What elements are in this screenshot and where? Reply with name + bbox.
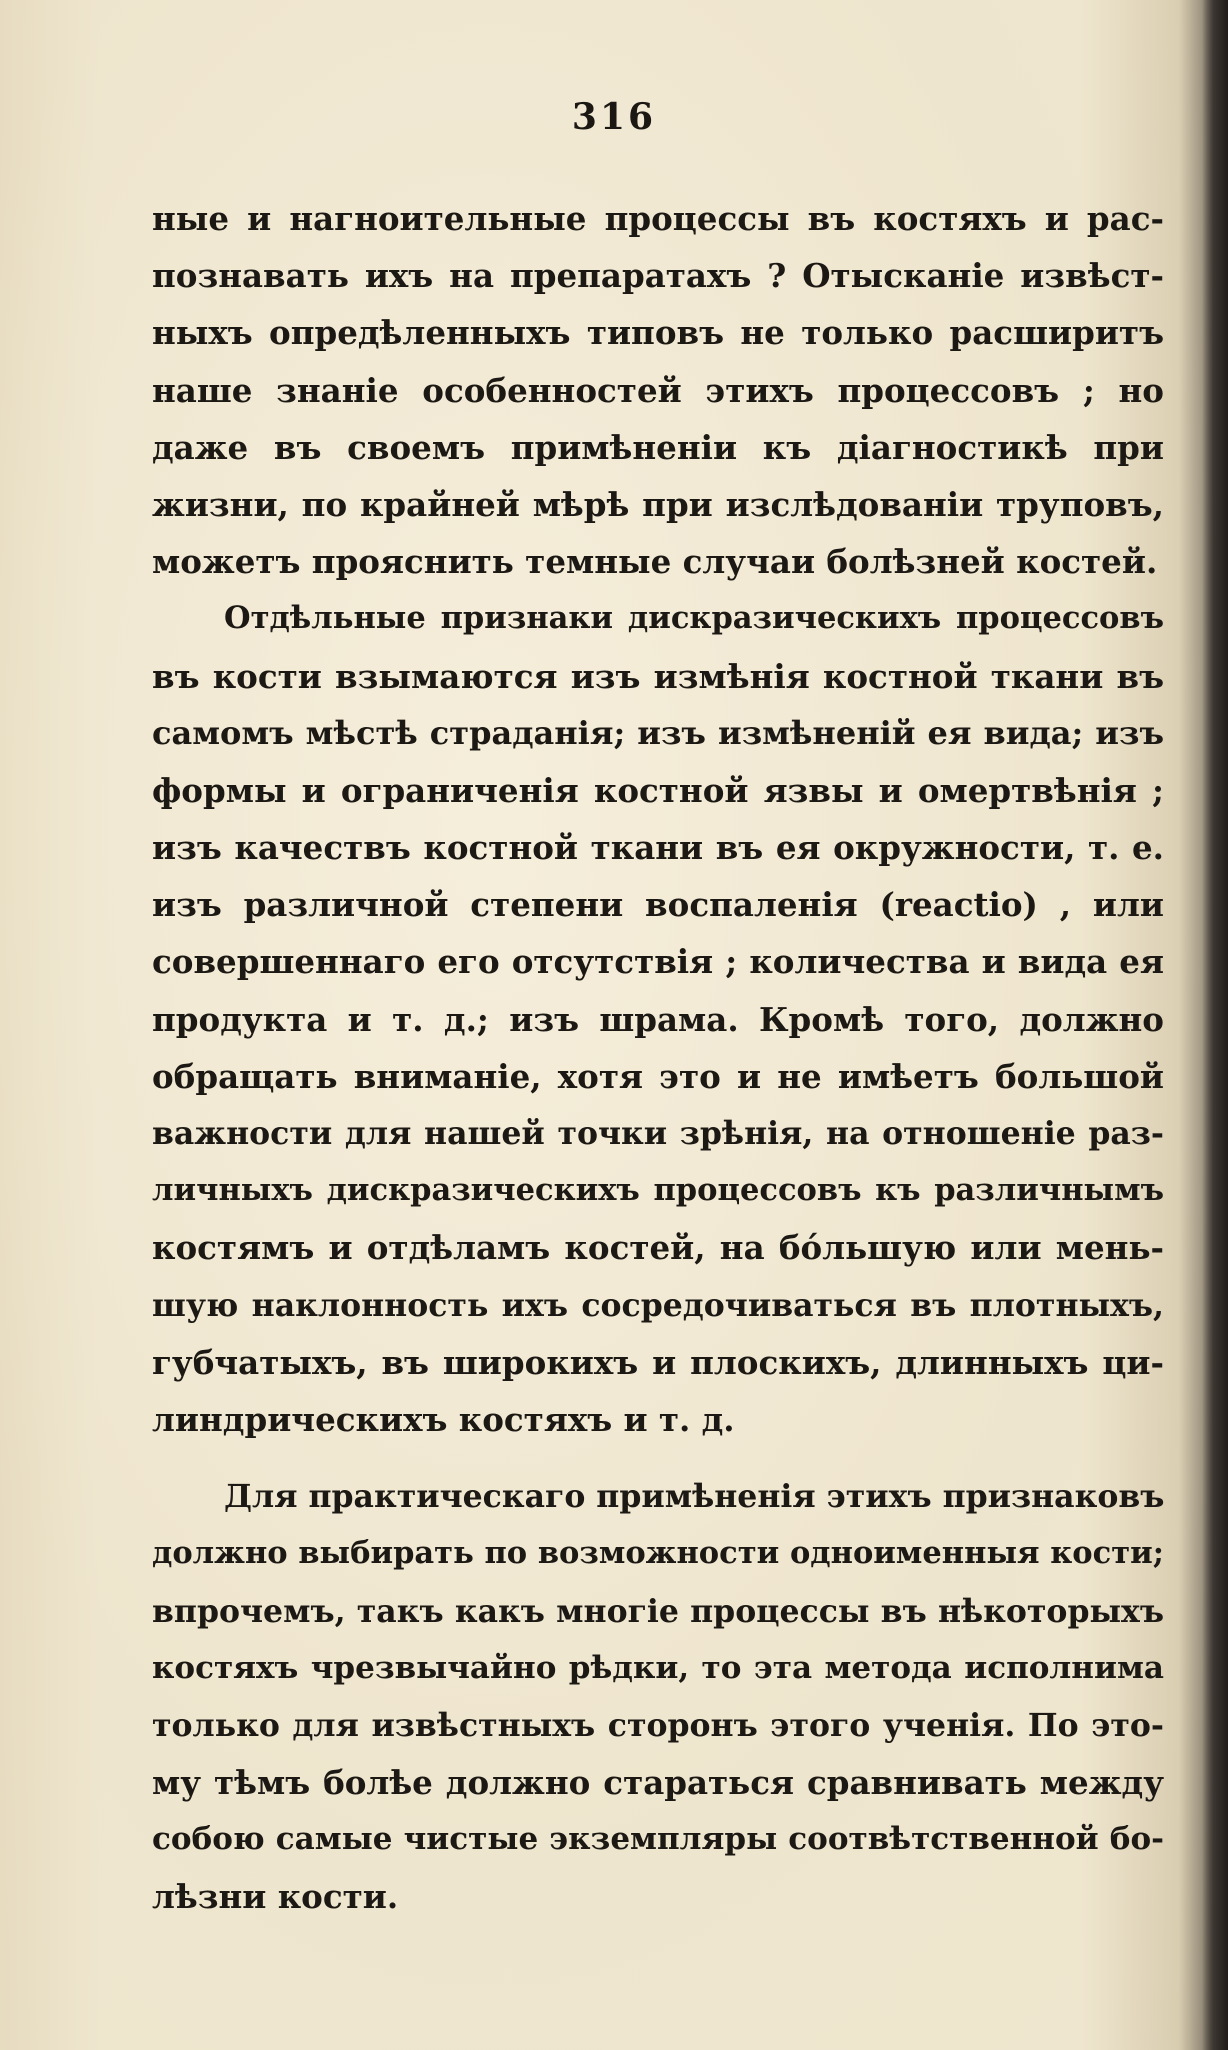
text-line: лѣзни кости. bbox=[152, 1877, 399, 1917]
text-line: въ кости взымаются изъ измѣнія костной ткани въ bbox=[152, 656, 1164, 696]
text-line: костяхъ чрезвычайно рѣдки, то эта метода исполнима bbox=[152, 1649, 1164, 1686]
text-line: должно выбирать по возможности одноименныя кости; bbox=[152, 1535, 1164, 1572]
text-line: шую наклонность ихъ сосредочиваться въ плотныхъ, bbox=[152, 1286, 1164, 1324]
text-line: линдрическихъ костяхъ и т. д. bbox=[152, 1399, 735, 1439]
text-line: Отдѣльные признаки дискразическихъ процессовъ bbox=[224, 600, 1164, 637]
text-line: совершеннаго его отсутствія ; количества и вида ея bbox=[152, 942, 1164, 982]
page-text bbox=[152, 190, 1164, 1926]
text-line: самомъ мѣстѣ страданія; изъ измѣненій ея вида; изъ bbox=[152, 713, 1164, 752]
page-binding-edge bbox=[1202, 0, 1228, 2050]
paragraph-gap bbox=[152, 1448, 1164, 1468]
text-line: костямъ и отдѣламъ костей, на бóльшую или мень- bbox=[152, 1228, 1164, 1268]
text-line: изъ различной степени воспаленія (reactio) , или bbox=[152, 885, 1164, 925]
page-number: 316 bbox=[571, 96, 657, 138]
text-line: обращать вниманіе, хотя это и не имѣетъ большой bbox=[152, 1056, 1164, 1096]
text-line: жизни, по крайней мѣрѣ при изслѣдованіи труповъ, bbox=[152, 484, 1164, 524]
text-line: ные и нагноительные процессы въ костяхъ и рас- bbox=[152, 199, 1164, 238]
text-line: впрочемъ, такъ какъ многіе процессы въ нѣкоторыхъ bbox=[152, 1592, 1164, 1630]
text-line: наше знаніе особенностей этихъ процессовъ ; но bbox=[152, 370, 1164, 410]
text-line: познавать ихъ на препаратахъ ? Отысканіе извѣст- bbox=[152, 256, 1164, 296]
paragraph-3 bbox=[152, 1468, 1164, 1926]
text-line: даже въ своемъ примѣненіи къ діагностикѣ при bbox=[152, 427, 1164, 467]
text-line: собою самые чистые экземпляры соотвѣтственной бо- bbox=[152, 1821, 1164, 1858]
text-line: личныхъ дискразическихъ процессовъ къ различнымъ bbox=[152, 1172, 1164, 1209]
text-line: формы и ограниченія костной язвы и омертвѣнія ; bbox=[152, 770, 1164, 810]
text-line: можетъ прояснить темные случаи болѣзней костей. bbox=[152, 542, 1158, 582]
text-line: важности для нашей точки зрѣнія, на отношеніе раз- bbox=[152, 1115, 1164, 1152]
text-line: му тѣмъ болѣе должно стараться сравнивать между bbox=[152, 1763, 1164, 1803]
paragraph-1 bbox=[152, 190, 1164, 590]
text-line: Для практическаго примѣненія этихъ признаковъ bbox=[224, 1478, 1165, 1516]
text-line: изъ качествъ костной ткани въ ея окружности, т. е. bbox=[152, 828, 1164, 868]
text-line: продукта и т. д.; изъ шрама. Кромѣ того, должно bbox=[152, 999, 1164, 1039]
text-line: только для извѣстныхъ сторонъ этого ученія. По это- bbox=[152, 1706, 1164, 1744]
text-line: губчатыхъ, въ широкихъ и плоскихъ, длинныхъ ци- bbox=[152, 1342, 1164, 1382]
text-line: ныхъ опредѣленныхъ типовъ не только расширитъ bbox=[152, 313, 1164, 353]
paragraph-2 bbox=[152, 590, 1164, 1448]
